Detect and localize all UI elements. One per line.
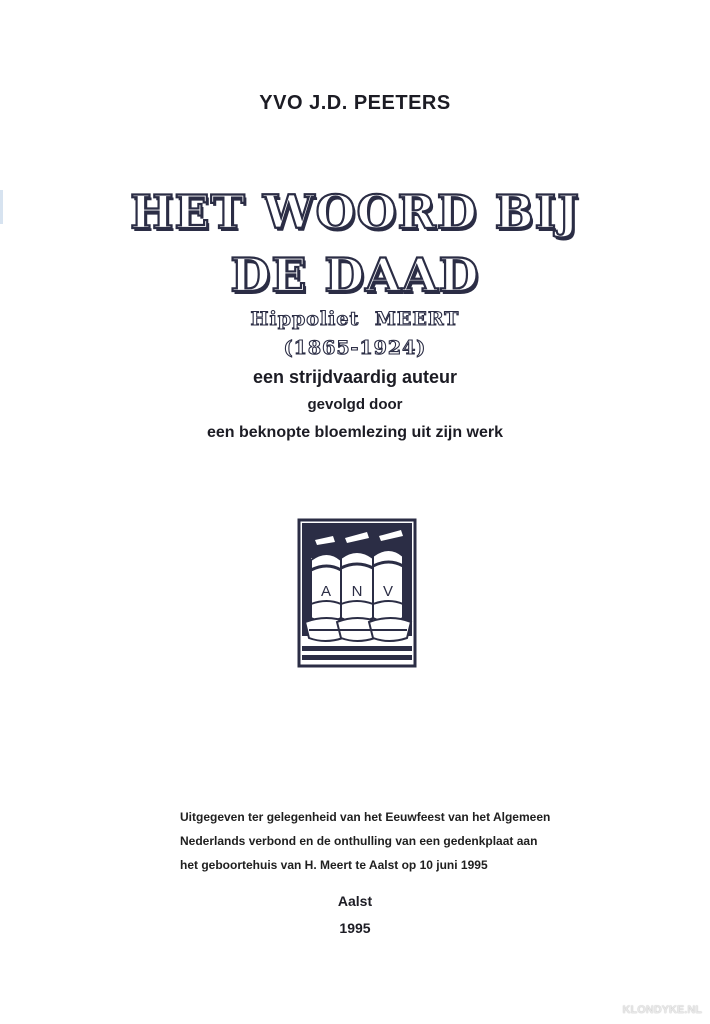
subject-name: Hippoliet MEERT [250,308,460,330]
publication-note-line-1: Uitgegeven ter gelegenheid van het Eeuwfeest van het Algemeen [180,810,551,824]
book-title-line-1: HET WOORD BIJ [130,185,580,239]
emblem-letter-v: V [382,583,394,600]
subtitle-line-3: een beknopte bloemlezing uit zijn werk [206,424,504,441]
book-title-line-2: DE DAAD [230,248,480,302]
publication-place: Aalst [337,893,373,909]
subtitle-line-1: een strijdvaardig auteur [252,367,458,387]
emblem-letter-a: A [320,583,332,600]
emblem-letter-n: N [351,583,363,600]
subtitle-line-2: gevolgd door [307,396,403,413]
author-name: YVO J.D. PEETERS [259,92,451,114]
ships-emblem-icon [297,518,417,668]
publication-note-line-3: het geboortehuis van H. Meert te Aalst op 10 juni 1995 [180,858,488,872]
subject-years: (1865-1924) [283,337,427,359]
publication-note [180,805,580,877]
publication-year: 1995 [339,920,371,936]
watermark: KLONDYKE.NL [622,1004,702,1016]
publication-note-line-2: Nederlands verbond en de onthulling van een gedenkplaat aan [180,834,538,848]
